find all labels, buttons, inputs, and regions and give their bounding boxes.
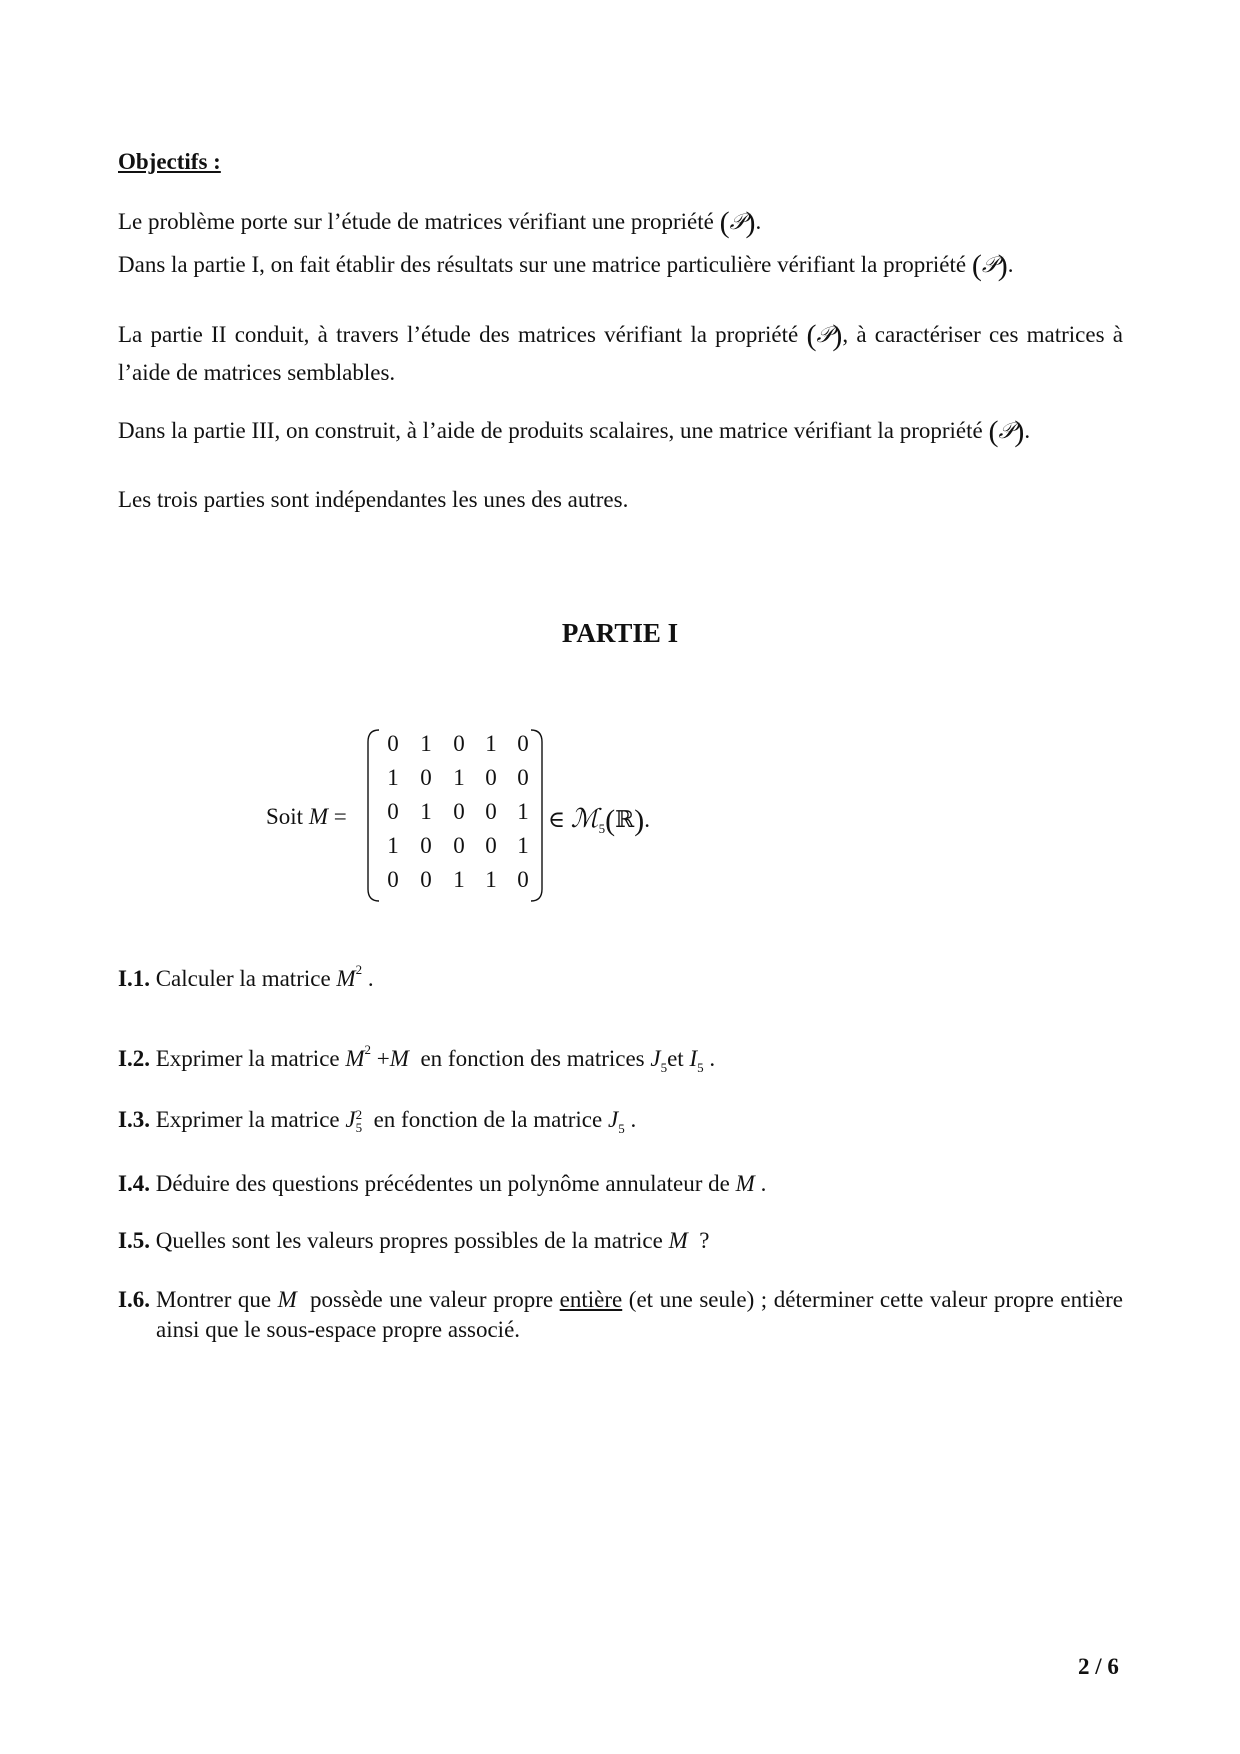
- question-i2: [118, 1042, 715, 1076]
- plus-sign: +: [376, 1046, 390, 1071]
- paren-open: (: [605, 804, 616, 837]
- period: .: [760, 1171, 767, 1196]
- question-number: I.6.: [118, 1287, 150, 1312]
- question-number: I.4.: [118, 1171, 150, 1196]
- question-i6-row: [118, 1285, 1123, 1345]
- question-text: Calculer la matrice: [155, 966, 331, 991]
- p2-text: Dans la partie I, on fait établir des résultats sur une matrice particulière vérifiant la propriété: [118, 252, 967, 277]
- matrix-cell: 1: [485, 867, 497, 892]
- paren-open: (: [719, 206, 730, 239]
- sup-sub-stack: [356, 1108, 363, 1134]
- paren-close: ): [832, 319, 843, 352]
- question-i6: [118, 1285, 1123, 1345]
- real-field-symbol: ℝ: [615, 807, 635, 832]
- matrix-cell: 1: [453, 867, 465, 892]
- subscript: 5: [660, 1060, 668, 1075]
- question-i1: [118, 962, 374, 993]
- math-m: M: [345, 1046, 365, 1071]
- matrix-cell: 0: [453, 799, 465, 824]
- underlined-word: entière: [559, 1287, 623, 1312]
- matrix-cell: 1: [453, 765, 465, 790]
- p3-text-b: , à caractériser ces matrices à l’aide de matrices semblables.: [118, 322, 1124, 385]
- property-symbol: 𝒫: [729, 210, 746, 235]
- matrix-m: [365, 728, 545, 903]
- question-text: en fonction de la matrice: [373, 1107, 603, 1132]
- property-symbol: 𝒫: [816, 323, 833, 348]
- question-text: Exprimer la matrice: [155, 1107, 340, 1132]
- p4-text: Dans la partie III, on construit, à l’aide de produits scalaires, une matrice vérifiant la propriété: [118, 418, 983, 443]
- paren-open: (: [971, 249, 982, 282]
- question-text: Exprimer la matrice: [155, 1046, 340, 1071]
- paren-close: ): [634, 804, 645, 837]
- question-number: I.2.: [118, 1046, 150, 1071]
- matrix-space-symbol: ℳ: [570, 804, 599, 834]
- paren-close: ): [745, 206, 756, 239]
- period: .: [1007, 252, 1014, 277]
- question-text: Déduire des questions précédentes un polynôme annulateur de: [155, 1171, 730, 1196]
- partie-title: PARTIE I: [561, 618, 679, 648]
- objectifs-heading: Objectifs :: [118, 149, 221, 174]
- matrix-cell: 0: [387, 867, 399, 892]
- matrix-cell: 0: [420, 765, 432, 790]
- subscript: 5: [697, 1060, 704, 1075]
- matrix-cell: 0: [387, 731, 399, 756]
- matrix-cell: 0: [387, 799, 399, 824]
- math-m: M: [389, 1046, 409, 1071]
- matrix-space-index: 5: [598, 821, 606, 836]
- exponent: 2: [355, 1106, 363, 1122]
- matrix-cell: 0: [517, 731, 529, 756]
- matrix-cell: 1: [517, 833, 529, 858]
- question-text: possède une valeur propre: [309, 1287, 554, 1312]
- question-number: I.1.: [118, 966, 150, 991]
- period: .: [630, 1107, 637, 1132]
- p3-text-a: La partie II conduit, à travers l’étude des matrices vérifiant la propriété: [118, 322, 799, 347]
- matrix-cell: 0: [420, 833, 432, 858]
- math-j: J: [650, 1046, 661, 1071]
- objectifs-paragraph-2: [118, 248, 1123, 284]
- exponent: 2: [355, 962, 363, 977]
- matrix-membership: [548, 803, 650, 839]
- math-j: J: [607, 1107, 619, 1132]
- matrix-cell: 0: [453, 731, 465, 756]
- period: .: [1024, 418, 1031, 443]
- paren-close: ): [997, 249, 1008, 282]
- period: .: [755, 209, 762, 234]
- period: .: [709, 1046, 716, 1071]
- question-i5: [118, 1227, 710, 1255]
- question-text: en fonction des matrices: [420, 1046, 645, 1071]
- matrix-cell: 0: [517, 867, 529, 892]
- matrix-cell: 1: [387, 765, 399, 790]
- question-text: Montrer que: [156, 1287, 272, 1312]
- subscript: 5: [618, 1121, 625, 1136]
- objectifs-paragraph-3: [118, 316, 1123, 391]
- matrix-name: M: [308, 804, 328, 829]
- element-of-symbol: ∈: [548, 807, 566, 832]
- question-text: Quelles sont les valeurs propres possibles de la matrice: [155, 1228, 663, 1253]
- paren-open: (: [806, 319, 817, 352]
- math-m: M: [668, 1228, 688, 1253]
- math-m: M: [735, 1171, 755, 1196]
- matrix-cell: 1: [485, 731, 497, 756]
- p1-text: Le problème porte sur l’étude de matrices vérifiant une propriété: [118, 209, 714, 234]
- question-text: (et une seule) ; déterminer cette valeur propre entière ainsi que le sous-espace propre associé.: [156, 1287, 1124, 1342]
- exponent: 2: [364, 1042, 372, 1057]
- question-i3: [118, 1106, 636, 1137]
- property-symbol: 𝒫: [981, 253, 998, 278]
- matrix-cell: 0: [517, 765, 529, 790]
- property-symbol: 𝒫: [998, 419, 1015, 444]
- paren-open: (: [988, 415, 999, 448]
- subscript: 5: [355, 1119, 363, 1135]
- question-mark: ?: [699, 1228, 710, 1253]
- math-m: M: [336, 966, 356, 991]
- math-i: I: [689, 1046, 698, 1071]
- objectifs-paragraph-4: [118, 414, 1123, 450]
- conjunction: et: [667, 1046, 684, 1071]
- matrix-cell: 0: [453, 833, 465, 858]
- question-number: I.3.: [118, 1107, 150, 1132]
- matrix-cell: 1: [387, 833, 399, 858]
- matrix-cell: 1: [420, 731, 432, 756]
- matrix-intro: [266, 803, 347, 831]
- question-i4: [118, 1170, 766, 1198]
- matrix-cell: 0: [420, 867, 432, 892]
- objectifs-paragraph-5: Les trois parties sont indépendantes les unes des autres.: [118, 487, 629, 512]
- paren-close: ): [1014, 415, 1025, 448]
- matrix-cell: 0: [485, 833, 497, 858]
- matrix-cell: 0: [485, 799, 497, 824]
- question-number: I.5.: [118, 1228, 150, 1253]
- period: .: [644, 807, 650, 832]
- matrix-cell: 1: [517, 799, 529, 824]
- soit-label: Soit: [266, 804, 304, 829]
- math-j: J: [345, 1107, 356, 1132]
- period: .: [367, 966, 374, 991]
- question-i6-body: [156, 1285, 1123, 1345]
- matrix-cell: 0: [485, 765, 497, 790]
- matrix-cell: 1: [420, 799, 432, 824]
- page-number: 2 / 6: [1078, 1654, 1119, 1679]
- math-m: M: [277, 1287, 297, 1312]
- equals-sign: =: [333, 804, 347, 829]
- objectifs-paragraph-1: [118, 205, 1123, 241]
